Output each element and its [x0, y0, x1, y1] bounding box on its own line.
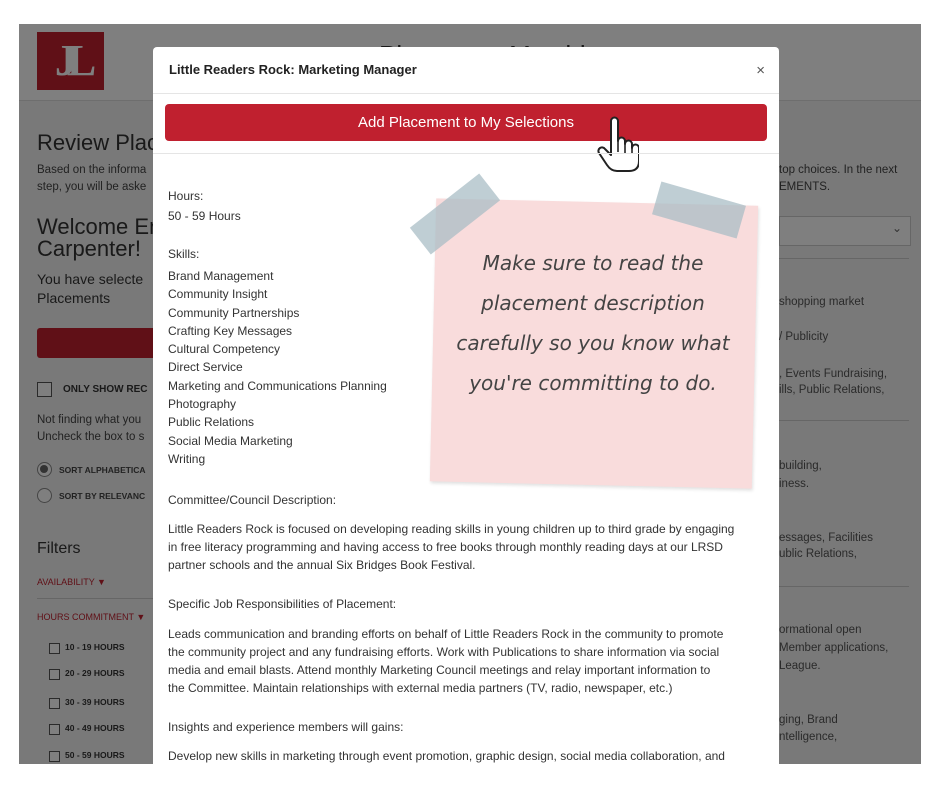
- hours-value: 50 - 59 Hours: [168, 209, 241, 223]
- description-line: Little Readers Rock is focused on developing reading skills in young children up to third grade by engaging: [168, 522, 735, 536]
- skill-item: Marketing and Communications Planning: [168, 378, 387, 393]
- responsibilities-line: the community project and any fundraising efforts. Work with Publications to share information via social: [168, 645, 720, 659]
- skill-item: Cultural Competency: [168, 342, 281, 357]
- close-icon[interactable]: ×: [756, 62, 765, 79]
- pointer-hand-icon: [597, 115, 639, 173]
- insights-text: Develop new skills in marketing through event promotion, graphic design, social media collaboration, and: [168, 749, 725, 763]
- description-line: in free literacy programming and having access to free books through monthly reading days at our LRSD: [168, 540, 723, 554]
- responsibilities-line: Leads communication and branding efforts on behalf of Little Readers Rock in the community to promote: [168, 627, 724, 641]
- responsibilities-text: [168, 625, 768, 697]
- sticky-note-line: Make sure to read the: [482, 251, 704, 275]
- skill-item: Crafting Key Messages: [168, 323, 293, 338]
- description-text: [168, 520, 768, 574]
- sticky-note-line: carefully so you know what: [456, 331, 730, 355]
- sticky-note-line: you're committing to do.: [469, 371, 717, 395]
- skill-item: Photography: [168, 397, 237, 412]
- responsibilities-line: the Committee. Maintain relationships with external media partners (TV, radio, newspaper, etc.): [168, 681, 673, 695]
- hours-label: Hours:: [168, 189, 204, 203]
- modal-header: [153, 47, 779, 94]
- description-line: partner schools and the annual Six Bridges Book Festival.: [168, 558, 476, 572]
- modal-divider: [153, 153, 779, 154]
- description-label: Committee/Council Description:: [168, 493, 337, 507]
- app-frame: [19, 24, 921, 764]
- modal-title: Little Readers Rock: Marketing Manager: [169, 62, 417, 77]
- responsibilities-line: media and email blasts. Attend monthly Marketing Council meetings and relay important information to: [168, 663, 711, 677]
- skill-item: Community Insight: [168, 287, 268, 302]
- placement-modal: [153, 47, 779, 764]
- insights-label: Insights and experience members will gains:: [168, 720, 404, 734]
- skills-list: [168, 267, 387, 468]
- skill-item: Social Media Marketing: [168, 433, 293, 448]
- skill-item: Community Partnerships: [168, 305, 300, 320]
- skill-item: Public Relations: [168, 415, 255, 430]
- skill-item: Direct Service: [168, 360, 243, 375]
- sticky-note-text: [429, 243, 757, 403]
- sticky-note-line: placement description: [481, 291, 705, 315]
- responsibilities-label: Specific Job Responsibilities of Placement:: [168, 597, 397, 611]
- skill-item: Writing: [168, 451, 206, 466]
- add-placement-button[interactable]: Add Placement to My Selections: [165, 104, 767, 141]
- skill-item: Brand Management: [168, 269, 274, 283]
- skills-label: Skills:: [168, 247, 200, 261]
